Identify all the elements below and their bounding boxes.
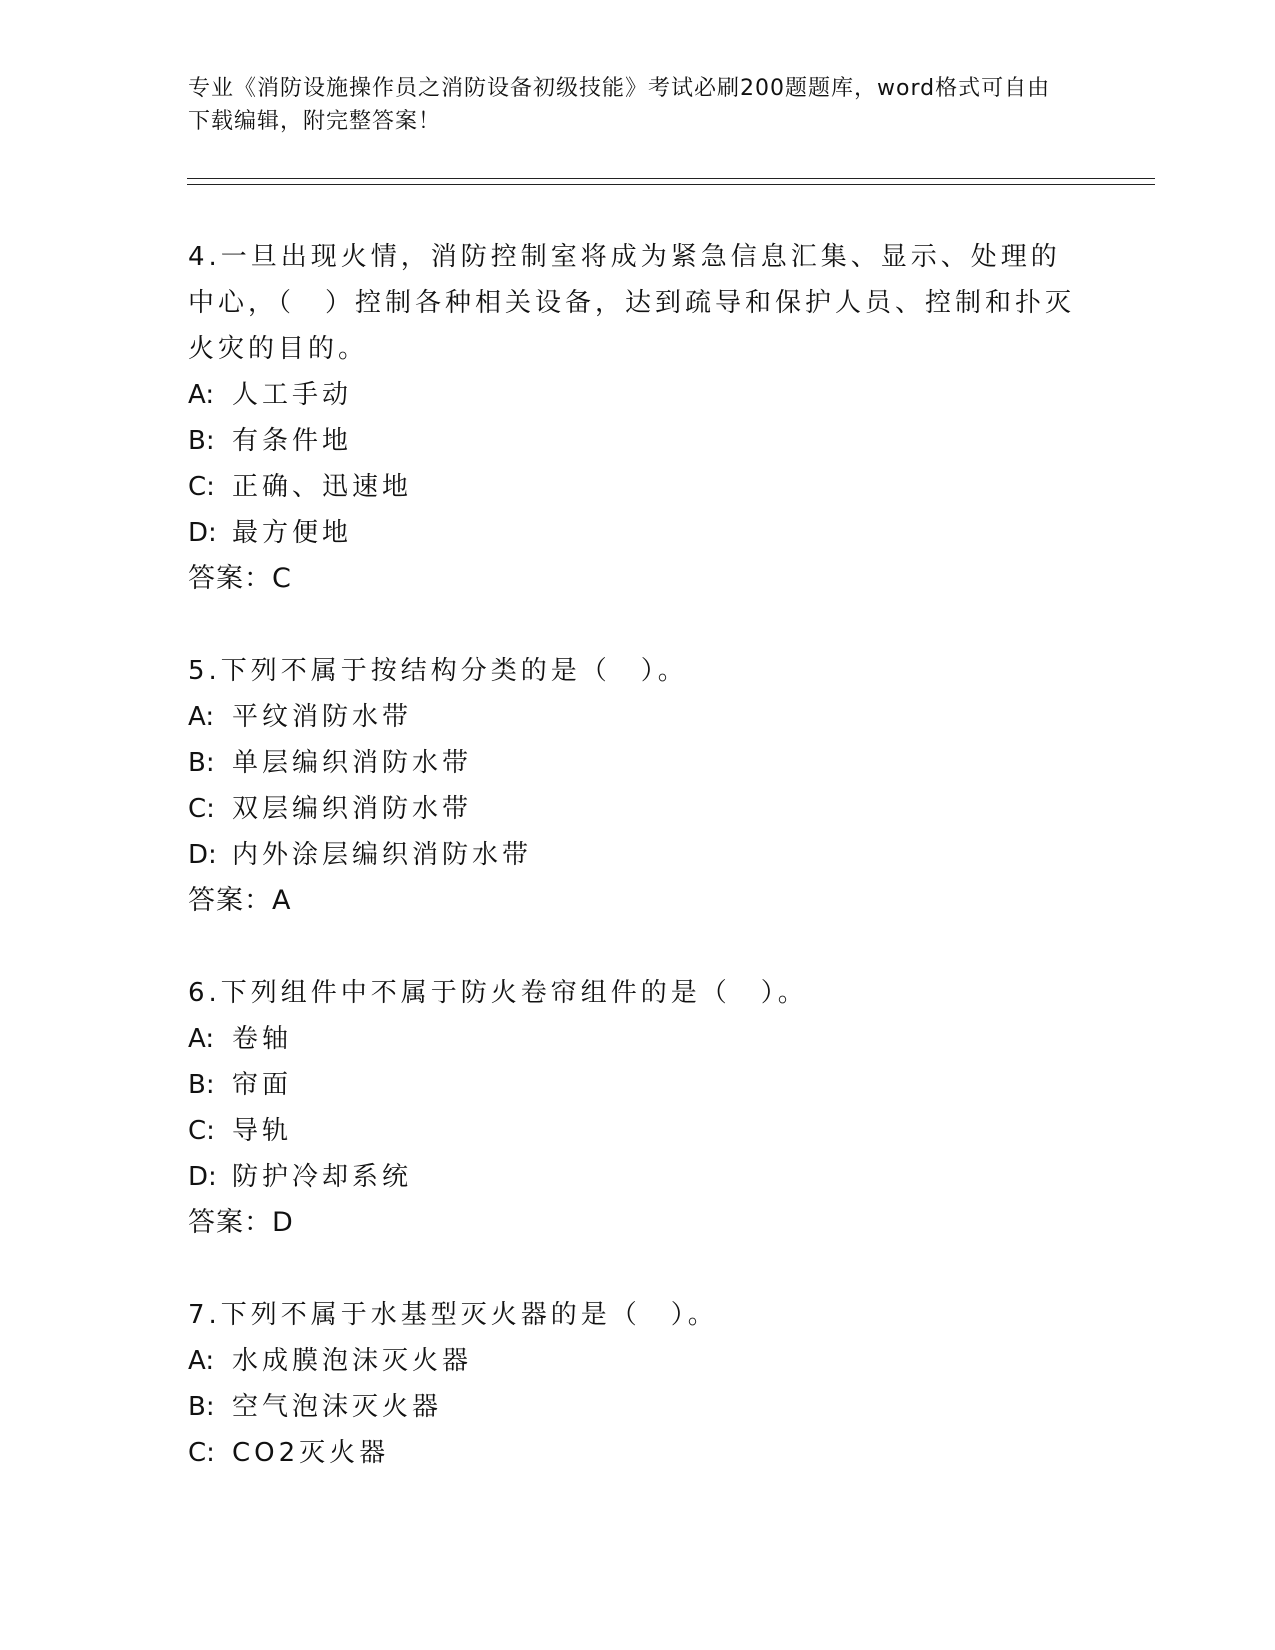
option-label: B: bbox=[188, 1392, 215, 1422]
option-text: 有条件地 bbox=[232, 426, 353, 456]
option-label: A: bbox=[188, 380, 215, 410]
option-label: A: bbox=[188, 702, 215, 732]
option-text: 导轨 bbox=[232, 1116, 293, 1146]
question-stem: 5.下列不属于按结构分类的是（ ）。 bbox=[188, 656, 688, 686]
option-text: 内外涂层编织消防水带 bbox=[232, 840, 533, 870]
option-label: B: bbox=[188, 426, 215, 456]
option-label: B: bbox=[188, 748, 215, 778]
option-label: A: bbox=[188, 1024, 215, 1054]
option-a bbox=[188, 1338, 1088, 1384]
option-text: 正确、迅速地 bbox=[232, 472, 413, 502]
option-text: 人工手动 bbox=[232, 380, 353, 410]
option-label: D: bbox=[188, 1162, 217, 1192]
option-label: C: bbox=[188, 1438, 215, 1468]
question-stem: 7.下列不属于水基型灭火器的是（ ）。 bbox=[188, 1300, 718, 1330]
option-label: C: bbox=[188, 1116, 215, 1146]
option-a bbox=[188, 372, 1088, 418]
option-d bbox=[188, 832, 1088, 878]
question-list bbox=[188, 234, 1088, 1522]
question-stem: 4.一旦出现火情，消防控制室将成为紧急信息汇集、显示、处理的中心，（ ）控制各种相关设备，达到疏导和保护人员、控制和扑灭火灾的目的。 bbox=[188, 242, 1076, 364]
option-label: C: bbox=[188, 794, 215, 824]
option-text: 防护冷却系统 bbox=[232, 1162, 413, 1192]
question-7 bbox=[188, 1292, 1088, 1476]
option-text: 单层编织消防水带 bbox=[232, 748, 473, 778]
option-label: C: bbox=[188, 472, 215, 502]
option-text: 卷轴 bbox=[232, 1024, 293, 1054]
question-5 bbox=[188, 648, 1088, 924]
option-text: 空气泡沫灭火器 bbox=[232, 1392, 443, 1422]
option-label: D: bbox=[188, 518, 217, 548]
option-text: 平纹消防水带 bbox=[232, 702, 413, 732]
option-b bbox=[188, 418, 1088, 464]
option-b bbox=[188, 1062, 1088, 1108]
option-label: D: bbox=[188, 840, 217, 870]
answer-line: 答案：A bbox=[188, 885, 292, 916]
option-label: B: bbox=[188, 1070, 215, 1100]
option-label: A: bbox=[188, 1346, 215, 1376]
option-c bbox=[188, 464, 1088, 510]
option-text: 最方便地 bbox=[232, 518, 353, 548]
option-a bbox=[188, 1016, 1088, 1062]
option-text: CO2灭火器 bbox=[232, 1438, 390, 1468]
question-stem: 6.下列组件中不属于防火卷帘组件的是（ ）。 bbox=[188, 978, 808, 1008]
header-divider-bottom bbox=[187, 184, 1155, 185]
option-d bbox=[188, 1154, 1088, 1200]
option-b bbox=[188, 740, 1088, 786]
option-d bbox=[188, 510, 1088, 556]
option-text: 帘面 bbox=[232, 1070, 293, 1100]
option-text: 水成膜泡沫灭火器 bbox=[232, 1346, 473, 1376]
question-4 bbox=[188, 234, 1088, 602]
option-c bbox=[188, 1430, 1088, 1476]
option-c bbox=[188, 786, 1088, 832]
document-header bbox=[188, 72, 1068, 138]
option-a bbox=[188, 694, 1088, 740]
option-b bbox=[188, 1384, 1088, 1430]
option-c bbox=[188, 1108, 1088, 1154]
answer-line: 答案：C bbox=[188, 563, 292, 594]
answer-line: 答案：D bbox=[188, 1207, 294, 1238]
header-intro-text: 专业《消防设施操作员之消防设备初级技能》考试必刷200题题库，word格式可自由下载编辑，附完整答案！ bbox=[188, 76, 1051, 134]
header-divider-top bbox=[187, 178, 1155, 179]
question-6 bbox=[188, 970, 1088, 1246]
option-text: 双层编织消防水带 bbox=[232, 794, 473, 824]
